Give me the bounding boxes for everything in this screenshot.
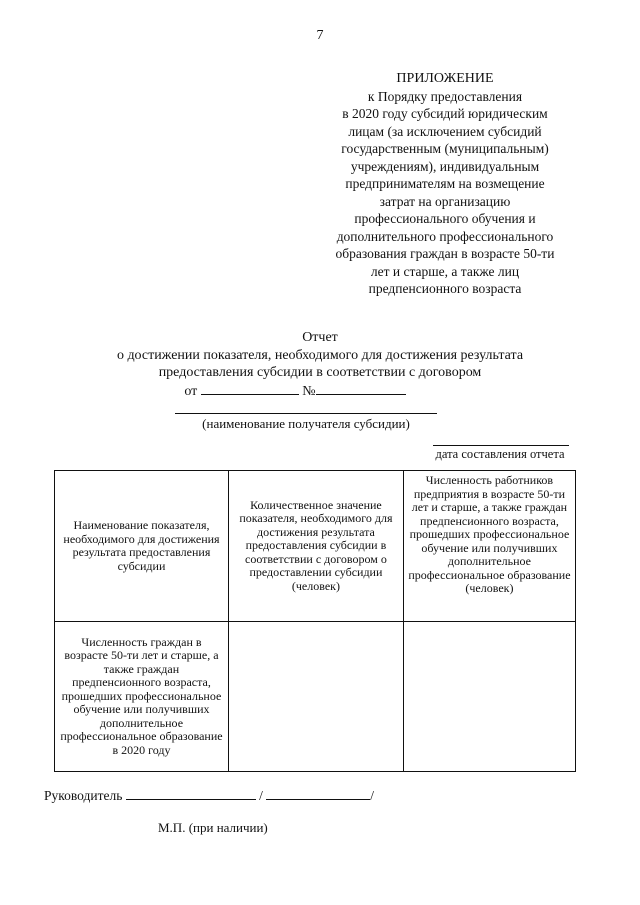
- stamp-note: М.П. (при наличии): [158, 820, 268, 835]
- appendix-line: предпенсионного возраста: [368, 281, 522, 296]
- appendix-line: лицам (за исключением субсидий: [348, 123, 542, 139]
- indicator-table: [54, 470, 576, 772]
- signature-blank[interactable]: [126, 787, 256, 800]
- number-blank[interactable]: [316, 382, 406, 395]
- table-cell-blank[interactable]: [403, 622, 575, 772]
- table-cell: Численность граждан в возрасте 50-ти лет и старше, а также граждан предпенсионного возраста, прошедших профессиональное обучение или получивших дополнительное профессиональное образование в 2020 году: [55, 622, 229, 772]
- from-label: от: [184, 383, 198, 399]
- signature-line: [44, 787, 374, 804]
- appendix-line: дополнительного профессионального: [336, 228, 554, 244]
- appendix-line: лет и старше, а также лиц: [370, 263, 520, 279]
- signature-end: /: [370, 788, 375, 803]
- table-header-row: [55, 471, 576, 622]
- recipient-blank[interactable]: [175, 413, 437, 414]
- signature-label: Руководитель: [44, 788, 123, 803]
- appendix-line: профессионального обучения и: [354, 211, 536, 226]
- signature-separator: /: [259, 788, 263, 803]
- date-blank[interactable]: [201, 382, 299, 395]
- number-label: №: [302, 383, 316, 399]
- report-subtitle-line: о достижении показателя, необходимого для достижения результата: [116, 347, 524, 363]
- appendix-line: затрат на организацию: [379, 193, 511, 209]
- appendix-block: [300, 70, 590, 298]
- report-date-number-line: [0, 382, 600, 401]
- appendix-heading: ПРИЛОЖЕНИЕ: [396, 71, 494, 86]
- report-date-blank[interactable]: [433, 445, 569, 446]
- report-subtitle-line: предоставления субсидии в соответствии с договором: [158, 365, 482, 380]
- report-header: [40, 329, 600, 400]
- table-cell-blank[interactable]: [228, 622, 403, 772]
- appendix-line: образования граждан в возрасте 50-ти: [335, 246, 555, 261]
- table-row: [55, 622, 576, 772]
- appendix-line: государственным (муниципальным): [341, 141, 549, 156]
- page-number: 7: [316, 28, 324, 43]
- table-header-cell: Численность работников предприятия в возрасте 50-ти лет и старше, а также граждан предпенсионного возраста, прошедших профессиональное обучение или получивших дополнительное профессиональное образование (человек): [403, 471, 575, 622]
- table-header-cell: Наименование показателя, необходимого для достижения результата предоставления субсидии: [55, 471, 229, 622]
- appendix-line: к Порядку предоставления: [367, 88, 523, 104]
- name-blank[interactable]: [266, 787, 370, 800]
- table-header-cell: Количественное значение показателя, необходимого для достижения результата предоставления субсидии в соответствии с договором о предоставлении субсидии (человек): [228, 471, 403, 622]
- appendix-line: учреждениям), индивидуальным: [350, 158, 540, 174]
- appendix-line: в 2020 году субсидий юридическим: [342, 106, 548, 121]
- recipient-caption: (наименование получателя субсидии): [202, 416, 410, 431]
- appendix-line: предпринимателям на возмещение: [345, 176, 545, 191]
- report-date-caption: дата составления отчета: [435, 447, 565, 461]
- report-title: Отчет: [302, 330, 338, 345]
